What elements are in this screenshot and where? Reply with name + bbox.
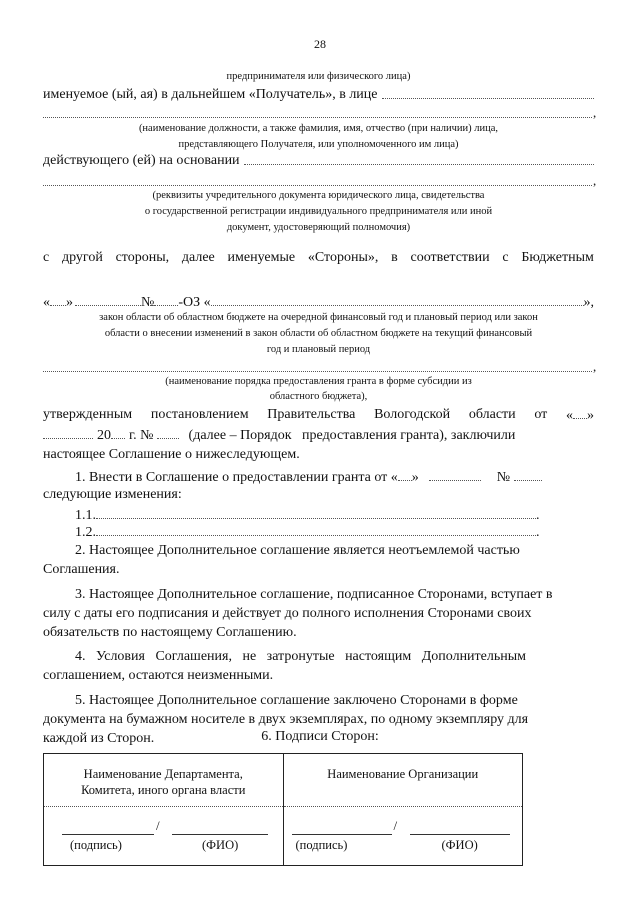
department-signature-caption: (подпись): [70, 838, 122, 852]
change-1-field[interactable]: [96, 506, 536, 519]
position-fill-rule[interactable]: [43, 117, 592, 118]
basis-fill-rule[interactable]: [43, 185, 592, 186]
item-3-line-1: 3. Настоящее Дополнительное соглашение, подписанное Сторонами, вступает в: [75, 587, 553, 602]
law-title-field[interactable]: [211, 293, 584, 306]
item-2-line-2: Соглашения.: [43, 562, 120, 577]
caption-position-1: (наименование должности, а также фамилия, имя, отчество (при наличии) лица,: [138, 123, 499, 134]
signature-cell-right: [283, 754, 523, 866]
item-3-line-2: силу с даты его подписания и действует до полного исполнения Сторонами своих: [43, 606, 532, 621]
basis-field[interactable]: [244, 152, 594, 165]
approved-day-field[interactable]: [573, 406, 587, 419]
caption-doc-1: (реквизиты учредительного документа юридического лица, свидетельства: [152, 190, 485, 201]
comma-mark: ,: [593, 105, 597, 120]
agreement-day-field[interactable]: [398, 468, 412, 481]
signature-cell-left: [44, 754, 284, 866]
slash-mark: /: [393, 818, 398, 833]
acting-basis-line: действующего (ей) на основании: [43, 152, 594, 170]
procedure-fill-rule[interactable]: [43, 371, 592, 372]
caption-doc-3: документ, удостоверяющий полномочия): [226, 222, 411, 233]
agreement-number-field[interactable]: [514, 468, 542, 481]
signature-table: [43, 753, 523, 866]
item-2-line-1: 2. Настоящее Дополнительное соглашение является неотъемлемой частью: [75, 543, 520, 558]
parties-line-1: с другой стороны, далее именуемые «Стороны», в соответствии с Бюджетным: [43, 250, 594, 265]
item-1-2-line: 1.2. .: [75, 525, 540, 540]
comma-mark: ,: [593, 359, 597, 374]
approved-number-field[interactable]: [157, 426, 179, 439]
approved-line-3: настоящее Соглашение о нижеследующем.: [43, 447, 300, 462]
page-number: 28: [314, 37, 326, 51]
organization-fio-field[interactable]: [410, 820, 510, 835]
approved-year-field[interactable]: [111, 426, 125, 439]
caption-entrepreneur: предпринимателя или физического лица): [226, 71, 411, 82]
item-1-cont: следующие изменения:: [43, 487, 182, 502]
caption-law-1: закон области об областном бюджете на очередной финансовый год и плановый период или закон: [99, 312, 538, 323]
approved-month-field[interactable]: [43, 426, 93, 439]
caption-doc-2: о государственной регистрации индивидуального предпринимателя или иной: [144, 206, 493, 217]
header-separator: [284, 806, 523, 807]
caption-procedure-2: областного бюджета),: [269, 391, 368, 402]
approved-line-1: утвержденным постановлением Правительства Вологодской области от « »: [43, 407, 594, 423]
comma-mark: ,: [593, 173, 597, 188]
law-reference-line: « » № -ОЗ « »,: [43, 295, 594, 310]
header-separator: [44, 806, 283, 807]
department-header: Наименование Департамента, Комитета, иного органа власти: [81, 767, 246, 797]
named-recipient-line: именуемое (ый, ая) в дальнейшем «Получатель», в лице: [43, 86, 594, 104]
department-fio-caption: (ФИО): [202, 838, 239, 852]
change-2-field[interactable]: [96, 523, 536, 536]
signatures-title: 6. Подписи Сторон:: [261, 729, 379, 744]
caption-law-2: области о внесении изменений в закон области об областном бюджете на текущий финансовый: [104, 328, 533, 339]
organization-signature-caption: (подпись): [295, 838, 348, 852]
item-5-line-2: документа на бумажном носителе в двух экземплярах, по одному экземпляру для: [43, 712, 529, 727]
item-5-line-1: 5. Настоящее Дополнительное соглашение заключено Сторонами в форме: [75, 693, 518, 708]
caption-position-2: представляющего Получателя, или уполномоченного им лица): [178, 139, 459, 150]
representative-field[interactable]: [382, 86, 594, 99]
item-1-1-line: 1.1. .: [75, 508, 540, 523]
agreement-month-field[interactable]: [429, 468, 481, 481]
organization-fio-caption: (ФИО): [441, 838, 478, 852]
department-fio-field[interactable]: [172, 820, 268, 835]
item-5-line-3: каждой из Сторон.: [43, 731, 155, 746]
caption-law-3: год и плановый период: [266, 344, 371, 355]
organization-header: Наименование Организации: [327, 767, 479, 781]
law-month-field[interactable]: [75, 293, 141, 306]
item-1-line: 1. Внести в Соглашение о предоставлении гранта от « » №: [43, 468, 594, 487]
item-4-line-1: 4. Условия Соглашения, не затронутые настоящим Дополнительным: [75, 649, 527, 664]
law-day-field[interactable]: [50, 293, 66, 306]
item-4-line-2: соглашением, остаются неизменными.: [43, 668, 274, 683]
department-signature-field[interactable]: [62, 820, 154, 835]
slash-mark: /: [156, 818, 160, 833]
item-3-line-3: обязательств по настоящему Соглашению.: [43, 625, 297, 640]
approved-line-2: 20 г. № (далее – Порядок предоставления гранта), заключили: [43, 426, 594, 445]
organization-signature-field[interactable]: [292, 820, 392, 835]
caption-procedure-1: (наименование порядка предоставления гранта в форме субсидии из: [165, 376, 472, 387]
law-number-field[interactable]: [154, 293, 178, 306]
